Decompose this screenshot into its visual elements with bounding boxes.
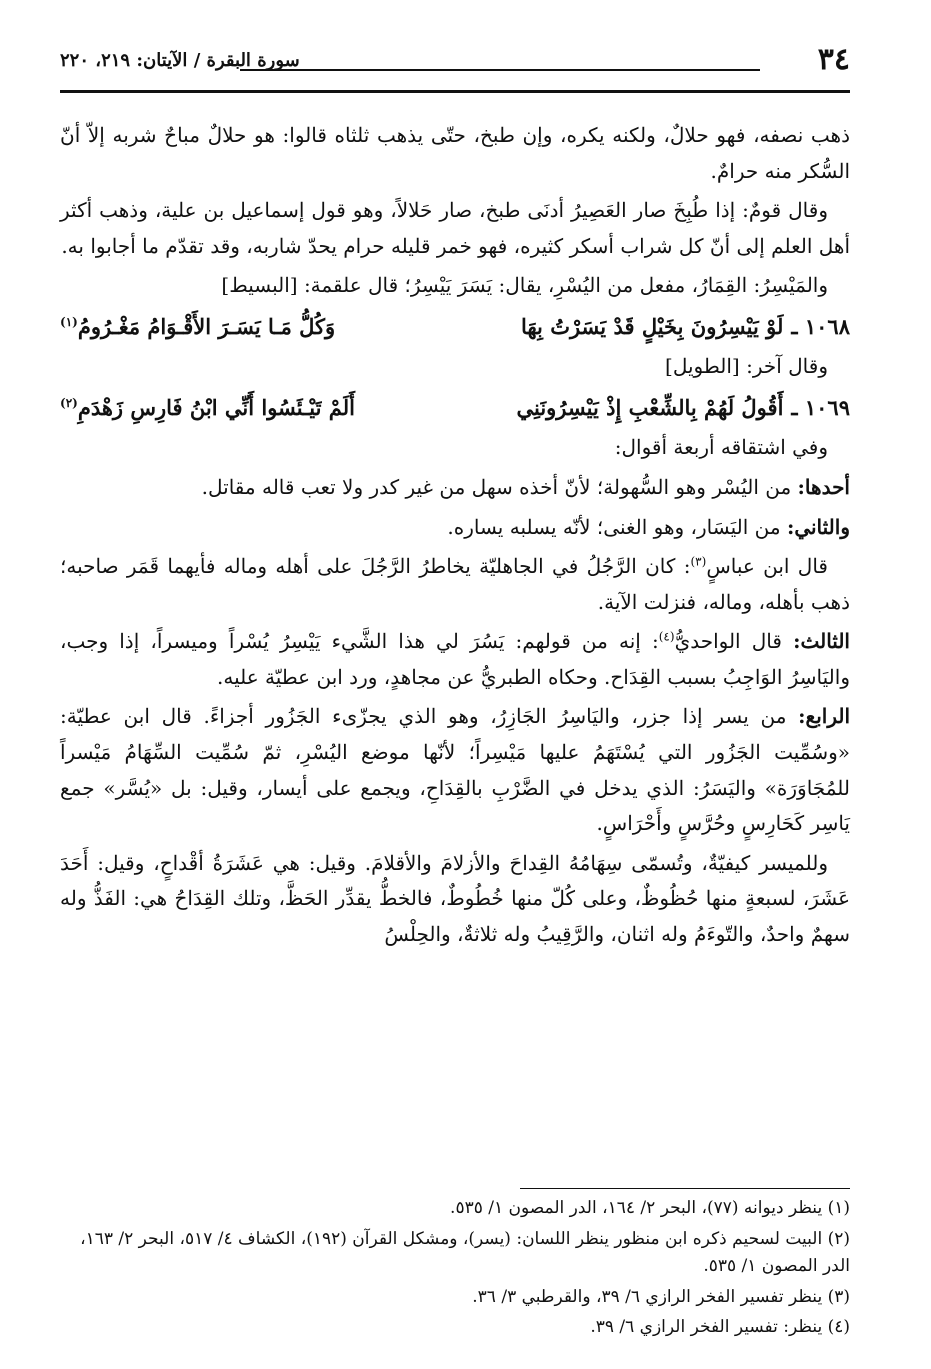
point-heading: والثاني: bbox=[786, 514, 850, 539]
paragraph-text: قال ابن عباسٍ bbox=[706, 554, 828, 579]
verse-hemistich-second bbox=[60, 389, 422, 426]
footnotes bbox=[60, 1188, 850, 1345]
verse-hemistich-second bbox=[60, 308, 422, 345]
paragraph bbox=[60, 470, 850, 506]
footnote-marker: (٢) bbox=[60, 395, 78, 410]
point-heading: الرابع: bbox=[798, 704, 851, 729]
header-rule bbox=[240, 69, 760, 71]
meter-label: [الطويل] bbox=[665, 354, 740, 379]
paragraph-text: وقال آخر: bbox=[746, 354, 828, 379]
paragraph bbox=[60, 268, 850, 304]
book-page bbox=[60, 30, 850, 1350]
paragraph-text: من اليَسَار، وهو الغنى؛ لأنّه يسلبه يساره. bbox=[447, 514, 781, 539]
paragraph-text: من يسر إذا جزر، واليَاسِرُ الجَازِرُ، وهو الذي يجزّىء الجَزُور أجزاءً. قال ابن عطيّة: «وسُمِّيت الجَزُور التي يُسْتَهَمُ عليها مَيْسِراً؛ لأنّها موضع اليُسْرِ، ثمّ سُمِّيت السِّهَامُ مَيْسراً للمُجَاوَرَة» واليَسَرُ: الذي يدخل في الضَّرْبِ بالقِدَاحِ، ويجمع على أيسار، وقيل: بل «يُسَّر» جمع يَاسِر كَحَارِسٍ وحُرَّسٍ وأَحْرَاسٍ. bbox=[60, 704, 850, 836]
paragraph-text: : إنه من قولهم: يَسُرَ لي هذا الشَّيء يَيْسِرُ يُسْراً وميسراً، إذا وجب، واليَاسِرُ الوَاجِبُ بسبب القِدَاح. وحكاه الطبريُّ عن مجاهدٍ، ورد ابن عطيّة عليه. bbox=[60, 629, 850, 689]
verse-number: ١٠٦٨ ـ bbox=[791, 313, 850, 339]
footnote: (٢) البيت لسحيم ذكره ابن منظور ينظر اللسان: (يسر)، ومشكل القرآن (١٩٢)، الكشاف ٤/ ٥١٧، البحر ٢/ ١٦٣، الدر المصون ١/ ٥٣٥. bbox=[80, 1228, 850, 1277]
verse-hemistich-text: وَكُلُّ مَـا يَسَـرَ الأَقْـوَامُ مَغْـرُومُ bbox=[77, 313, 336, 339]
paragraph: وفي اشتقاقه أربعة أقوال: bbox=[614, 435, 828, 460]
paragraph bbox=[60, 549, 850, 620]
paragraph bbox=[60, 699, 850, 841]
paragraph-text: : كان الرَّجُلُ في الجاهليّة يخاطرُ الرَّجُلَ على أهله وماله فأيهما قَمَر صاحبه؛ ذهب بأهله، وماله، فنزلت الآية. bbox=[60, 554, 850, 614]
meter-label: [البسيط] bbox=[221, 273, 298, 298]
verse-hemistich-first: لَوْ يَيْسِرُونَ بِخَيْلٍ قَدْ يَسَرْتُ بِهَا bbox=[520, 313, 784, 339]
paragraph bbox=[60, 510, 850, 546]
footnote-marker: (٤) bbox=[658, 629, 675, 644]
verse-line bbox=[60, 308, 850, 345]
paragraph: ذهب نصفه، فهو حلالٌ، ولكنه يكره، وإن طبخ، حتّى يذهب ثلثاه قالوا: هو حلالٌ مباحٌ شربه إلاّ أنّ السُّكر منه حرامٌ. bbox=[60, 123, 850, 183]
footnote: (٣) ينظر تفسير الفخر الرازي ٦/ ٣٩، والقرطبي ٣/ ٣٦. bbox=[472, 1286, 850, 1307]
paragraph bbox=[60, 349, 850, 385]
paragraph-text: من اليُسْر وهو السُّهولة؛ لأنّ أخذه سهل من غير كدر ولا تعب قاله مقاتل. bbox=[201, 474, 792, 499]
page-header bbox=[60, 30, 850, 80]
paragraph-text: قال الواحديُّ bbox=[674, 629, 782, 654]
paragraph bbox=[60, 624, 850, 695]
verse-hemistich-text: أَلَمْ تَيْـئَسُوا أَنِّي ابْنُ فَارِسِ زَهْدَمِ bbox=[77, 394, 355, 420]
running-title: سورة البقرة / الآيتان: ٢١٩، ٢٢٠ bbox=[60, 50, 300, 71]
footnote-marker: (١) bbox=[60, 314, 78, 329]
page-number: ٣٤ bbox=[817, 42, 850, 77]
paragraph: وقال قومٌ: إذا طُبِخَ صار العَصِيرُ أدنَى طبخ، صار حَلالاً، وهو قول إسماعيل بن علية، وذهب أكثر أهل العلم إلى أنّ كل شراب أسكر كثيره، فهو خمر قليله حرام يحدّ شاربه، وقد تقدّم ما أجابوا به. bbox=[60, 198, 850, 258]
paragraph-text: والمَيْسِرُ: القِمَارُ، مفعل من اليُسْرِ، يقال: يَسَرَ يَيْسِرُ؛ قال علقمة: bbox=[303, 273, 828, 298]
footnote: (١) ينظر ديوانه (٧٧)، البحر ٢/ ١٦٤، الدر المصون ١/ ٥٣٥. bbox=[450, 1198, 850, 1218]
verse-number: ١٠٦٩ ـ bbox=[791, 394, 850, 420]
footnote-marker: (٣) bbox=[690, 554, 707, 569]
verse-line bbox=[60, 389, 850, 426]
paragraph: وللميسر كيفيّةٌ، وتُسمّى سِهَامُهُ القِداحَ والأزلامَ والأقلامَ. وقيل: هي عَشَرَةُ أقْداحٍ، وقيل: أَحَدَ عَشَرَ، لسبعةٍ منها حُظُوظٌ، وعلى كُلّ منها خُطُوطٌ، فالخطُّ يقدِّر الحَظَّ، وتلك القِدَاحُ هي: الفَذُّ وله سهمٌ واحدٌ، والتّوءَمُ وله اثنان، والرَّقِيبُ وله ثلاثةٌ، والحِلْسُ bbox=[60, 850, 850, 947]
verse-hemistich-first: أَقُولُ لَهُمْ بِالشِّعْبِ إِذْ يَيْسِرُونَنِي bbox=[516, 394, 784, 420]
point-heading: الثالث: bbox=[793, 629, 850, 654]
footnote-rule bbox=[520, 1188, 850, 1189]
header-divider bbox=[60, 90, 850, 93]
main-text bbox=[60, 118, 850, 957]
point-heading: أحدها: bbox=[797, 474, 850, 499]
footnote: (٤) ينظر: تفسير الفخر الرازي ٦/ ٣٩. bbox=[590, 1317, 850, 1338]
